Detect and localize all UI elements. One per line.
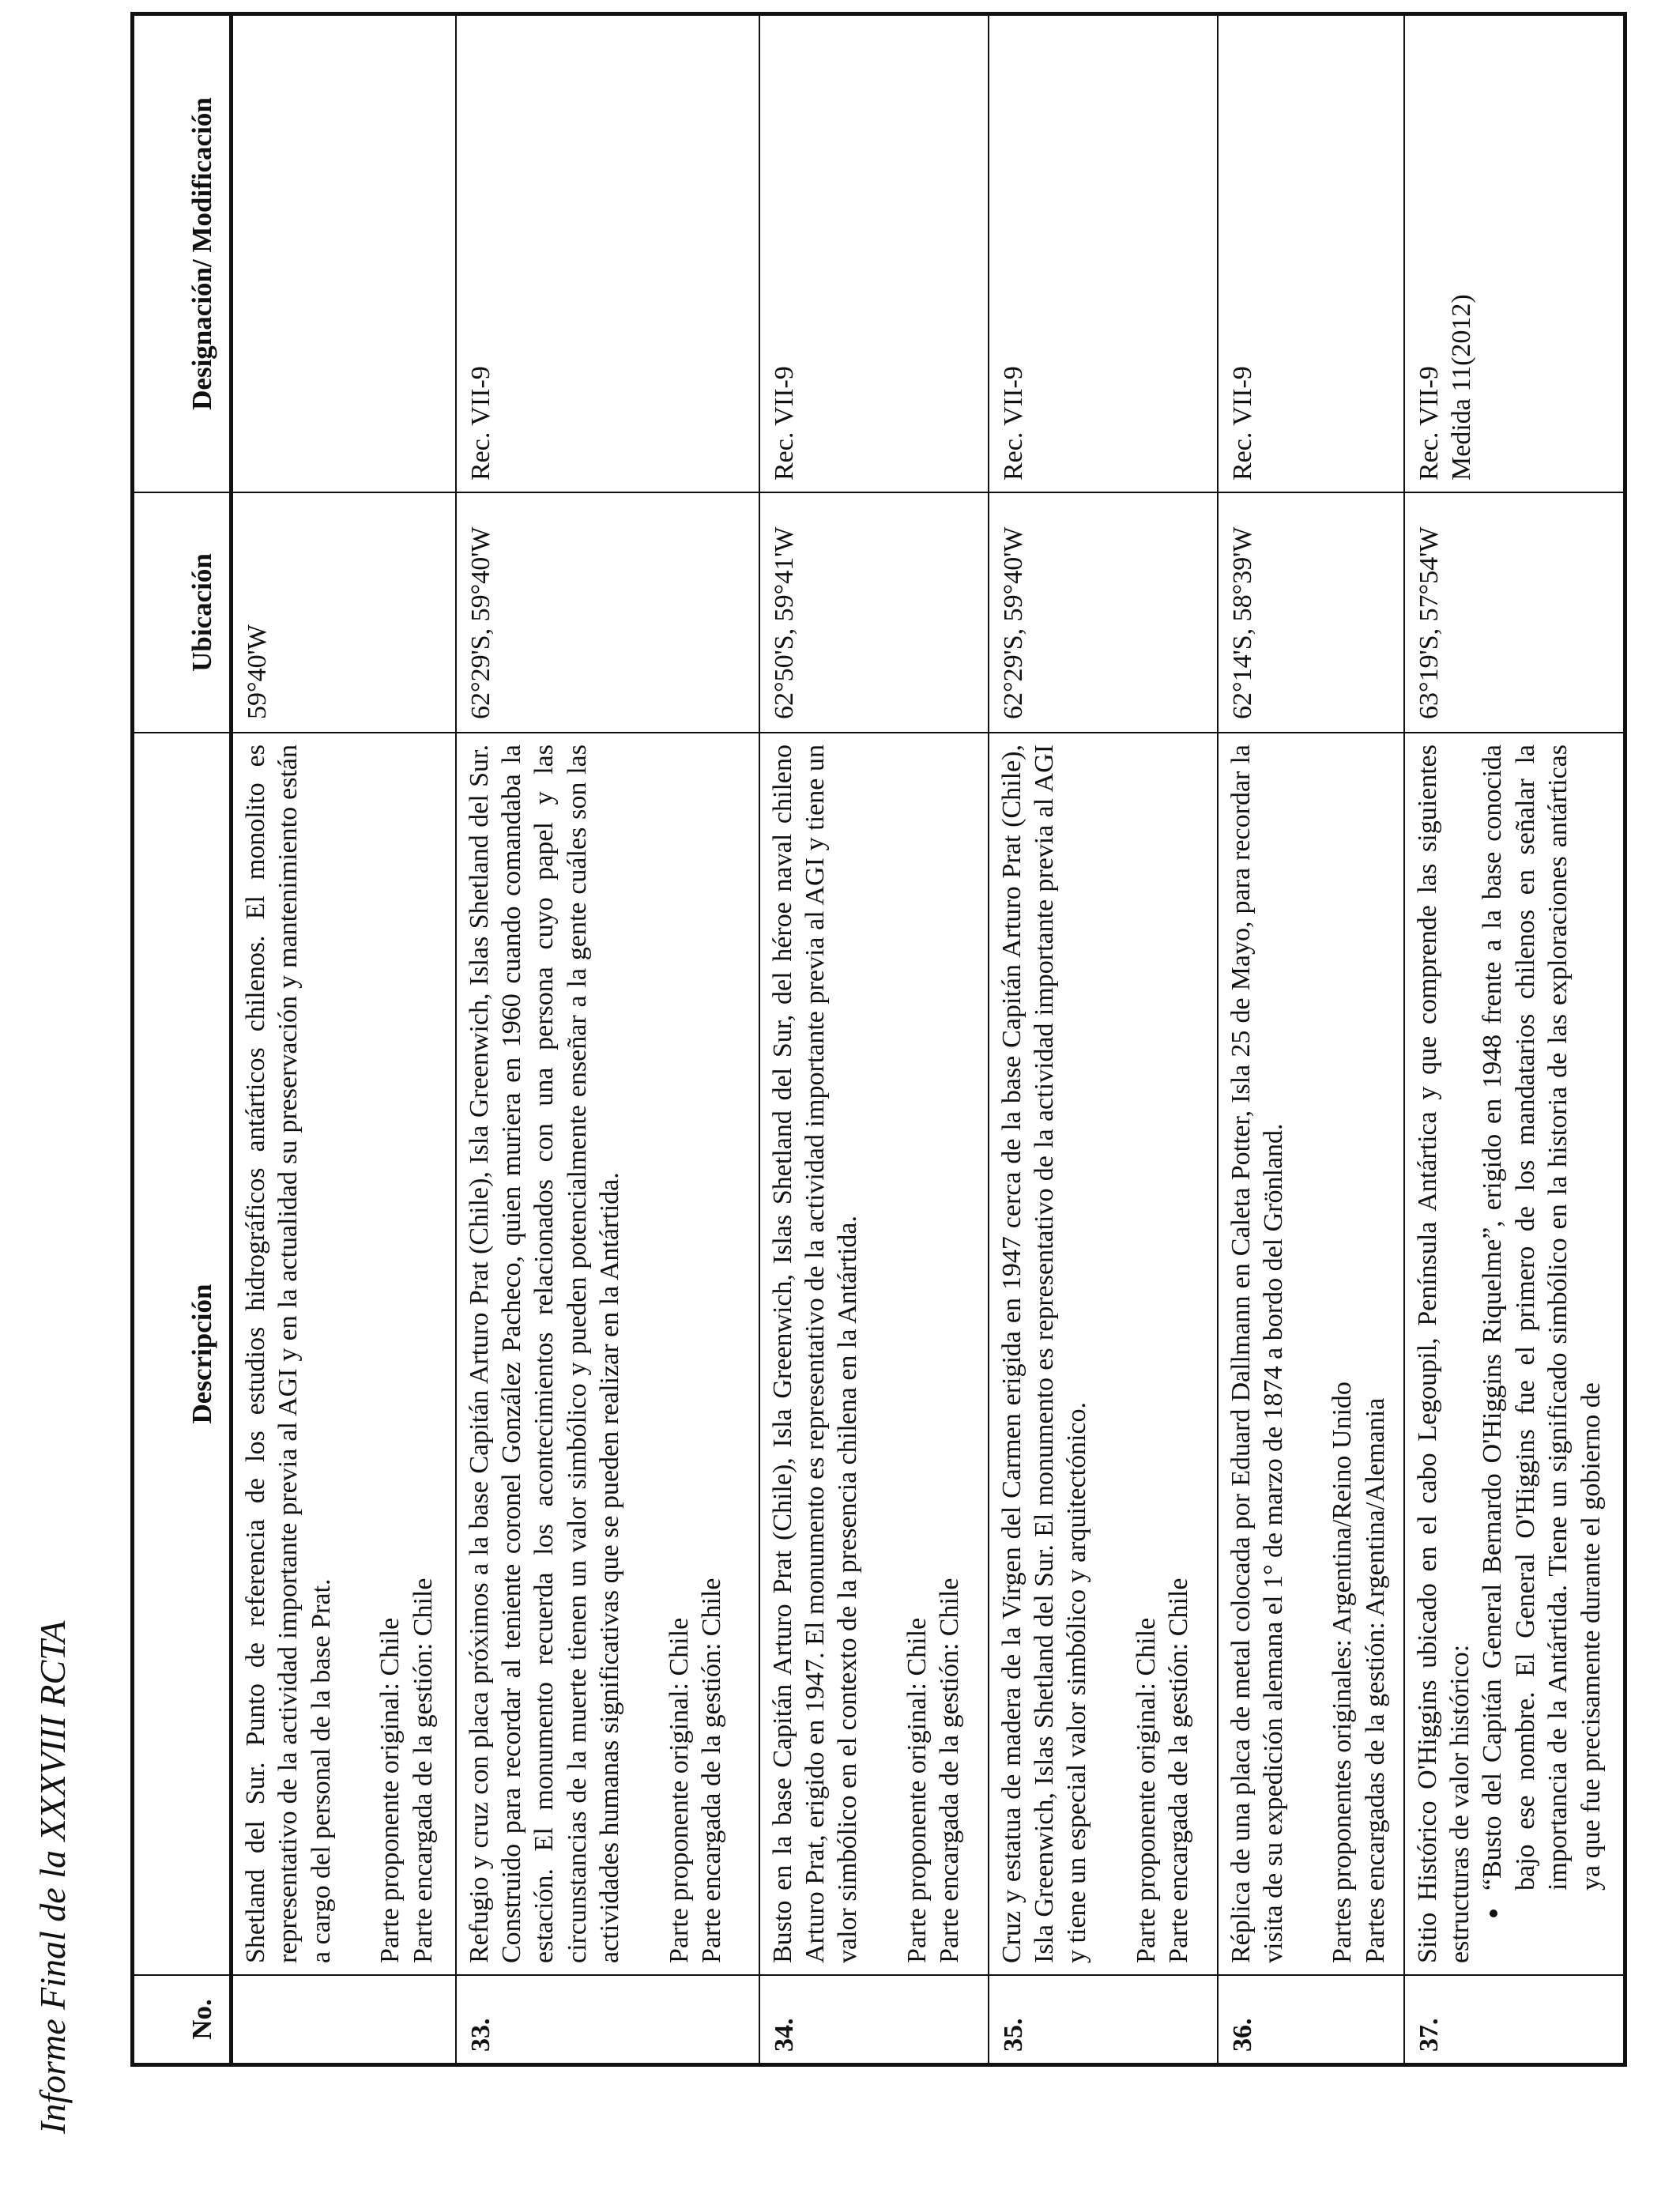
proponent-party: Parte proponente original: Chile [1131,1617,1161,1963]
row-designation: Rec. VII-9 [989,15,1218,492]
managing-party: Parte encargada de la gestión: Chile [935,1578,965,1963]
description-text: Busto en la base Capitán Arturo Prat (Chile), Isla Greenwich, Islas Shetland del Sur, del héroe naval chileno Arturo Prat, erigido en 1947. El monumento es representativo de la actividad importante previa al AGI y tiene un valor simbólico en el contexto de la presencia chilena en la Antártida. [767,745,863,1963]
managing-party: Parte encargada de la gestión: Chile [1164,1578,1194,1963]
running-header: Informe Final de la XXXVIII RCTA [32,1620,73,2134]
managing-party: Partes encargadas de la gestión: Argentina/Alemania [1360,1397,1390,1963]
proponent-party: Parte proponente original: Chile [375,1617,405,1963]
row-description [1404,733,1625,1975]
managing-party: Parte encargada de la gestión: Chile [697,1578,727,1963]
description-text: Sitio Histórico O'Higgins ubicado en el cabo Legoupil, Península Antártica y que comprende las siguientes estructuras de valor histórico: [1412,745,1475,1963]
row-designation [232,15,456,492]
row-description [1218,733,1404,1975]
table-row [232,15,456,2064]
row-number [232,1975,456,2064]
designation-line: Medida 11(2012) [1446,294,1476,481]
proponent-party: Partes proponentes originales: Argentina/Reino Unido [1328,1382,1358,1963]
header-description: Descripción [134,733,232,1975]
designation-line: Rec. VII-9 [1414,366,1444,481]
header-location: Ubicación [134,492,232,733]
row-designation [1404,15,1625,492]
rotated-page [133,16,1625,2064]
proponent-party: Parte proponente original: Chile [902,1617,932,1963]
header-designation: Designación/ Modificación [134,15,232,492]
row-number: 33. [456,1975,759,2064]
row-description [232,733,456,1975]
row-number: 36. [1218,1975,1404,2064]
row-description [759,733,989,1975]
table-row [456,15,759,2064]
list-item: • “Busto del Capitán General Bernardo O'Higgins Riquelme”, erigido en 1948 frente a la base conocida bajo ese nombre. El General O'Higgins fue el primero de los mandatarios chilenos en señalar la importancia de la Antártida. Tiene un significado simbólico en la historia de las exploraciones antárticas ya que fue precisamente durante el gobierno de [1476,745,1607,1897]
row-description [989,733,1218,1975]
description-text: Shetland del Sur. Punto de referencia de los estudios hidrográficos antárticos chilenos. El monolito es representativo de la actividad importante previa al AGI y en la actualidad su preservación y mantenimiento están a cargo del personal de la base Prat. [241,745,336,1963]
table-row [1404,15,1625,2064]
proponent-party: Parte proponente original: Chile [664,1617,694,1963]
row-location: 63°19'S, 57°54'W [1404,492,1625,733]
table-row [1218,15,1404,2064]
row-designation: Rec. VII-9 [1218,15,1404,492]
row-number: 34. [759,1975,989,2064]
description-text: Cruz y estatua de madera de la Virgen del Carmen erigida en 1947 cerca de la base Capitán Arturo Prat (Chile), Isla Greenwich, Islas Shetland del Sur. El monumento es representativo de la actividad importante previa al AGI y tiene un especial valor simbólico y arquitectónico. [996,745,1092,1963]
structures-list [1476,745,1607,1963]
managing-party: Parte encargada de la gestión: Chile [408,1578,438,1963]
historic-sites-table [133,14,1625,2064]
row-location: 62°14'S, 58°39'W [1218,492,1404,733]
table-row [759,15,989,2064]
row-location: 62°29'S, 59°40'W [456,492,759,733]
row-number: 37. [1404,1975,1625,2064]
description-text: Refugio y cruz con placa próximos a la base Capitán Arturo Prat (Chile), Isla Greenwich, Islas Shetland del Sur. Construido para recordar al teniente coronel González Pacheco, quien muriera en 1960 cuando comandaba la estación. El monumento recuerda los acontecimientos relacionados con una persona cuyo papel y las circunstancias de la muerte tienen un valor simbólico y pueden potencialmente enseñar a la gente cuáles son las actividades humanas significativas que se pueden realizar en la Antártida. [464,745,625,1963]
row-designation: Rec. VII-9 [456,15,759,492]
description-text: Réplica de una placa de metal colocada por Eduard Dallmann en Caleta Potter, Isla 25 de Mayo, para recordar la visita de su expedición alemana el 1° de marzo de 1874 a bordo del Grönland. [1226,745,1288,1963]
table-header-row [134,15,232,2064]
row-location: 62°29'S, 59°40'W [989,492,1218,733]
row-location: 59°40'W [232,492,456,733]
row-location: 62°50'S, 59°41'W [759,492,989,733]
row-number: 35. [989,1975,1218,2064]
header-no: No. [134,1975,232,2064]
row-designation: Rec. VII-9 [759,15,989,492]
row-description [456,733,759,1975]
table-row [989,15,1218,2064]
